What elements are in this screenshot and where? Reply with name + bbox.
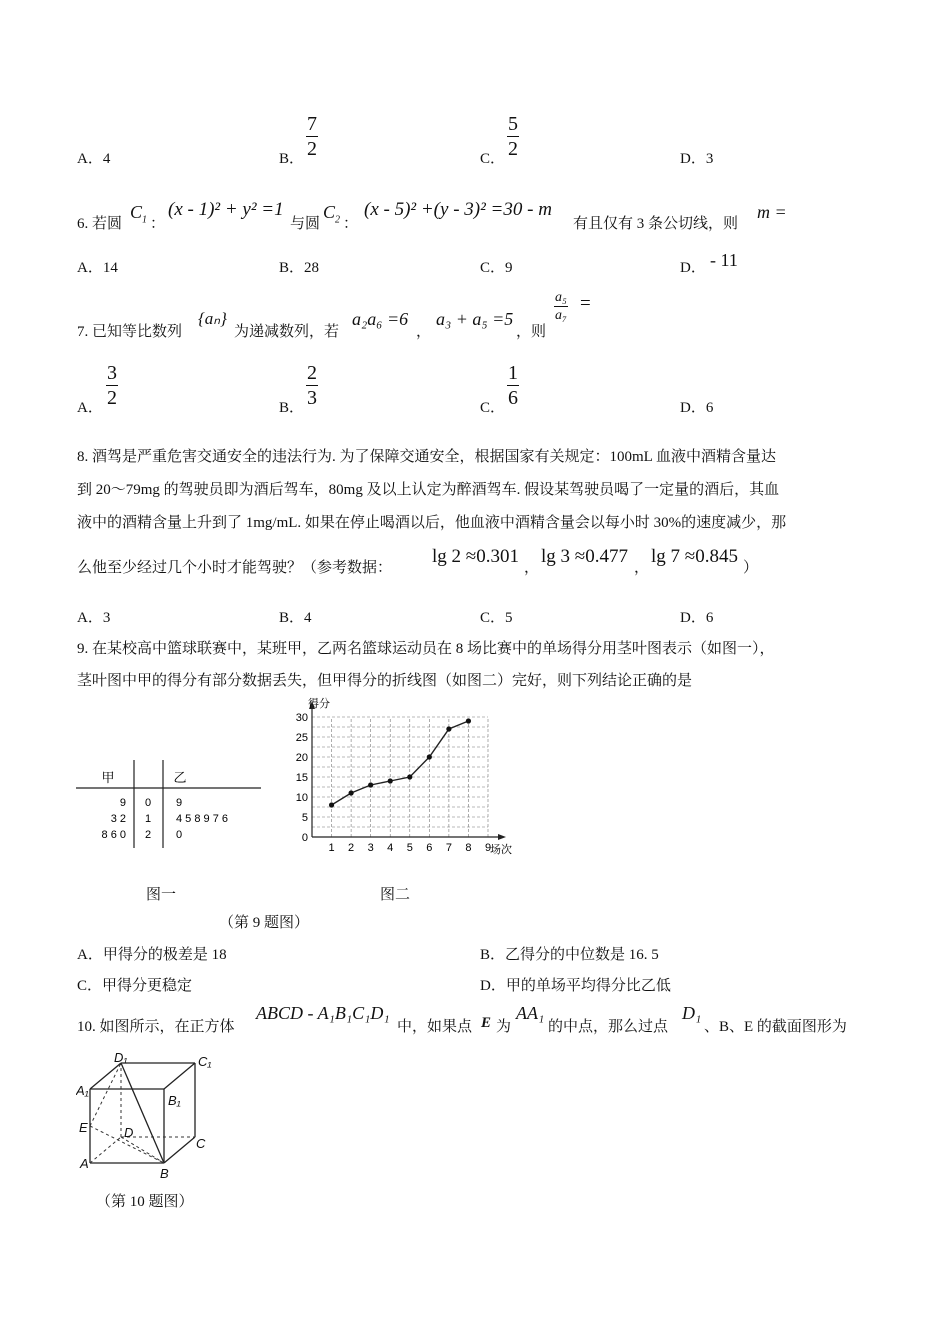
- stem-leaf-row-2-left: 8 6 0: [101, 829, 126, 841]
- q10-suffix: 、B、E 的截面图形为: [704, 1019, 847, 1035]
- stem-leaf-header-right: 乙: [173, 770, 187, 785]
- edge-a1-d1: [90, 1063, 121, 1089]
- x-tick-label: 9: [484, 842, 492, 854]
- q7-option-a-letter: A．: [77, 400, 103, 416]
- q10-prefix: 10. 如图所示，在正方体: [77, 1019, 235, 1035]
- figure-2-caption: 图二: [380, 887, 411, 903]
- q9-line-2: 茎叶图中甲的得分有部分数据丢失，但甲得分的折线图（如图二）完好，则下列结论正确的是: [77, 673, 693, 689]
- q6-equation-1: (x - 1)² + y² =1: [168, 199, 284, 220]
- q10-figure-caption: （第 10 题图）: [96, 1194, 194, 1210]
- q7-condition-1: a₂a₆ =6: [352, 309, 409, 329]
- score-line-chart: [290, 695, 530, 865]
- q8-option-d: D．6: [680, 610, 714, 626]
- cube-solid-edges: [90, 1063, 195, 1163]
- q9-option-b: B．乙得分的中位数是 16. 5: [480, 947, 659, 963]
- x-tick-label: 7: [445, 842, 452, 854]
- x-tick-label: 5: [406, 842, 413, 854]
- q7-mid2: ，则: [516, 324, 547, 340]
- y-tick-label: 15: [295, 772, 308, 784]
- q7-option-b-letter: B．: [279, 400, 305, 416]
- x-tick-label: 8: [465, 842, 472, 854]
- q7-option-d: D．6: [680, 400, 714, 416]
- q6-option-d-letter: D．: [680, 260, 706, 276]
- q6-colon2: ：: [343, 216, 359, 232]
- label-a: A: [80, 1156, 89, 1171]
- q7-mid1: 为递减数列，若: [234, 324, 340, 340]
- q7-ratio: a₅ a₇: [555, 290, 567, 323]
- q6-option-a: A．14: [77, 260, 118, 276]
- data-point: [329, 802, 334, 807]
- data-point: [349, 790, 354, 795]
- y-tick-label: 10: [295, 792, 308, 804]
- q7-option-c-fraction: 1 6: [508, 362, 518, 409]
- chart-y-axis-label: 得分: [308, 698, 330, 710]
- stem-leaf-row-0-right: 9: [176, 797, 183, 809]
- q6-m-equals: m =: [757, 202, 787, 222]
- stem-leaf-row-0-left: 9: [119, 797, 126, 809]
- label-c1: C₁: [198, 1054, 212, 1069]
- q8-line-3: 液中的酒精含量上升到了 1mg/mL. 如果在停止喝酒以后，他血液中酒精含量会以每小时 30%的速度减少，那: [77, 515, 787, 531]
- q9-line-1: 9. 在某校高中篮球联赛中，某班甲，乙两名篮球运动员在 8 场比赛中的单场得分用茎叶图表示（如图一），: [77, 641, 775, 657]
- segment-e-d1: [90, 1063, 121, 1126]
- q6-c1: $C_1$: [130, 202, 148, 226]
- q5-option-a: A．4: [77, 151, 111, 167]
- x-axis-arrow: [498, 834, 506, 840]
- edge-b-c: [164, 1137, 195, 1163]
- data-point: [407, 774, 412, 779]
- segment-d1-b: [121, 1063, 164, 1163]
- label-a1: A₁: [76, 1083, 89, 1098]
- x-tick-label: 2: [348, 842, 355, 854]
- x-tick-label: 3: [367, 842, 374, 854]
- q6-mid: 与圆: [290, 216, 321, 232]
- q9-option-a: A．甲得分的极差是 18: [77, 947, 227, 963]
- q6-equation-2: (x - 5)² +(y - 3)² =30 - m: [364, 199, 552, 220]
- q5-option-c-letter: C．: [480, 151, 506, 167]
- q6-colon1: ：: [150, 216, 166, 232]
- label-e: E: [79, 1120, 88, 1135]
- data-point: [368, 782, 373, 787]
- q7-comma: ，: [416, 324, 432, 340]
- q8-close: ）: [743, 560, 759, 576]
- q8-sep-2: ，: [634, 560, 650, 576]
- q8-reference-lg2: lg 2 ≈0.301: [432, 546, 519, 567]
- q6-option-c: C．9: [480, 260, 513, 276]
- x-tick-label: 6: [426, 842, 433, 854]
- y-tick-label: 30: [295, 712, 308, 724]
- stem-leaf-row-0-stem: 0: [144, 797, 152, 809]
- y-tick-label: 25: [295, 732, 308, 744]
- q5-option-c-fraction: 5 2: [508, 113, 518, 160]
- chart-ticks: [296, 712, 491, 854]
- data-point: [388, 778, 393, 783]
- q7-option-a-fraction: 3 2: [107, 362, 117, 409]
- edge-b1-c1: [164, 1063, 195, 1089]
- q6-suffix: 有且仅有 3 条公切线，则: [573, 216, 739, 232]
- stem-leaf-row-1-left: 3 2: [110, 813, 126, 825]
- q10-mid1: 中，如果点: [397, 1019, 473, 1035]
- y-tick-label: 20: [295, 752, 308, 764]
- q7-sequence: {aₙ}: [198, 309, 227, 328]
- data-point: [427, 754, 432, 759]
- q9-figure-caption: （第 9 题图）: [219, 915, 310, 931]
- q8-line-2: 到 20～79mg 的驾驶员即为酒后驾车，80mg 及以上认定为醉酒驾车. 假设某驾驶员喝了一定量的酒后，其血: [77, 482, 780, 498]
- q6-prefix: 6. 若圆: [77, 216, 123, 232]
- label-b: B: [160, 1166, 169, 1181]
- q8-option-a: A．3: [77, 610, 111, 626]
- stem-leaf-row-2-stem: 2: [144, 829, 152, 841]
- q8-line-1: 8. 酒驾是严重危害交通安全的违法行为. 为了保障交通安全，根据国家有关规定：100mL 血液中酒精含量达: [77, 449, 777, 465]
- q10-mid2: 为: [496, 1019, 512, 1035]
- q7-option-b-fraction: 2 3: [307, 362, 317, 409]
- q8-reference-lg3: lg 3 ≈0.477: [541, 546, 628, 567]
- q6-option-d-value: - 11: [710, 250, 738, 270]
- segment-d-b: [121, 1137, 164, 1163]
- q10-point-d1: D₁: [682, 1003, 702, 1023]
- q8-reference-lg7: lg 7 ≈0.845: [651, 546, 738, 567]
- q10-cube: ABCD - A₁B₁C₁D₁: [256, 1003, 390, 1023]
- chart-axes: [309, 701, 506, 840]
- chart-grid: [312, 717, 488, 837]
- q5-option-d: D．3: [680, 151, 714, 167]
- x-tick-label: 1: [328, 842, 335, 854]
- q7-equals: =: [580, 293, 591, 314]
- label-c: C: [196, 1136, 206, 1151]
- q9-option-c: C．甲得分更稳定: [77, 978, 193, 994]
- figure-1-caption: 图一: [146, 887, 177, 903]
- stem-leaf-row-2-right: 0: [176, 829, 183, 841]
- q6-c2: $C_2$: [323, 202, 341, 226]
- q8-line-4: 么他至少经过几个小时才能驾驶？（参考数据：: [77, 560, 393, 576]
- score-series-points: [329, 718, 471, 807]
- stem-leaf-row-1-right: 4 5 8 9 7 6: [176, 813, 228, 825]
- edge-a-d: [90, 1137, 121, 1163]
- y-tick-label: 5: [301, 812, 308, 824]
- label-b1: B₁: [168, 1093, 181, 1108]
- q6-option-b: B．28: [279, 260, 320, 276]
- stem-leaf-plot: [76, 760, 266, 850]
- stem-leaf-row-1-stem: 1: [144, 813, 152, 825]
- q8-sep-1: ，: [524, 560, 540, 576]
- q8-option-c: C．5: [480, 610, 513, 626]
- q10-mid3: 的中点，那么过点: [548, 1019, 669, 1035]
- q9-option-d: D．甲的单场平均得分比乙低: [480, 978, 671, 994]
- stem-leaf-header-left: 甲: [101, 770, 115, 785]
- data-point: [446, 726, 451, 731]
- data-point: [466, 718, 471, 723]
- q10-segment-aa1: AA₁: [516, 1003, 545, 1023]
- chart-x-axis-label: 场次: [490, 844, 512, 856]
- q8-option-b: B．4: [279, 610, 312, 626]
- q10-point-e: E: [481, 1015, 492, 1031]
- q7-prefix: 7. 已知等比数列: [77, 324, 183, 340]
- q5-option-b-letter: B．: [279, 151, 305, 167]
- q5-option-b-fraction: 7 2: [307, 113, 317, 160]
- q7-condition-2: a₃ + a₅ =5: [436, 309, 514, 329]
- x-tick-label: 4: [387, 842, 394, 854]
- q7-option-c-letter: C．: [480, 400, 506, 416]
- label-d1: D₁: [114, 1052, 128, 1065]
- y-tick-label: 0: [301, 832, 308, 844]
- cube-diagram: [76, 1052, 226, 1182]
- label-d: D: [124, 1125, 134, 1140]
